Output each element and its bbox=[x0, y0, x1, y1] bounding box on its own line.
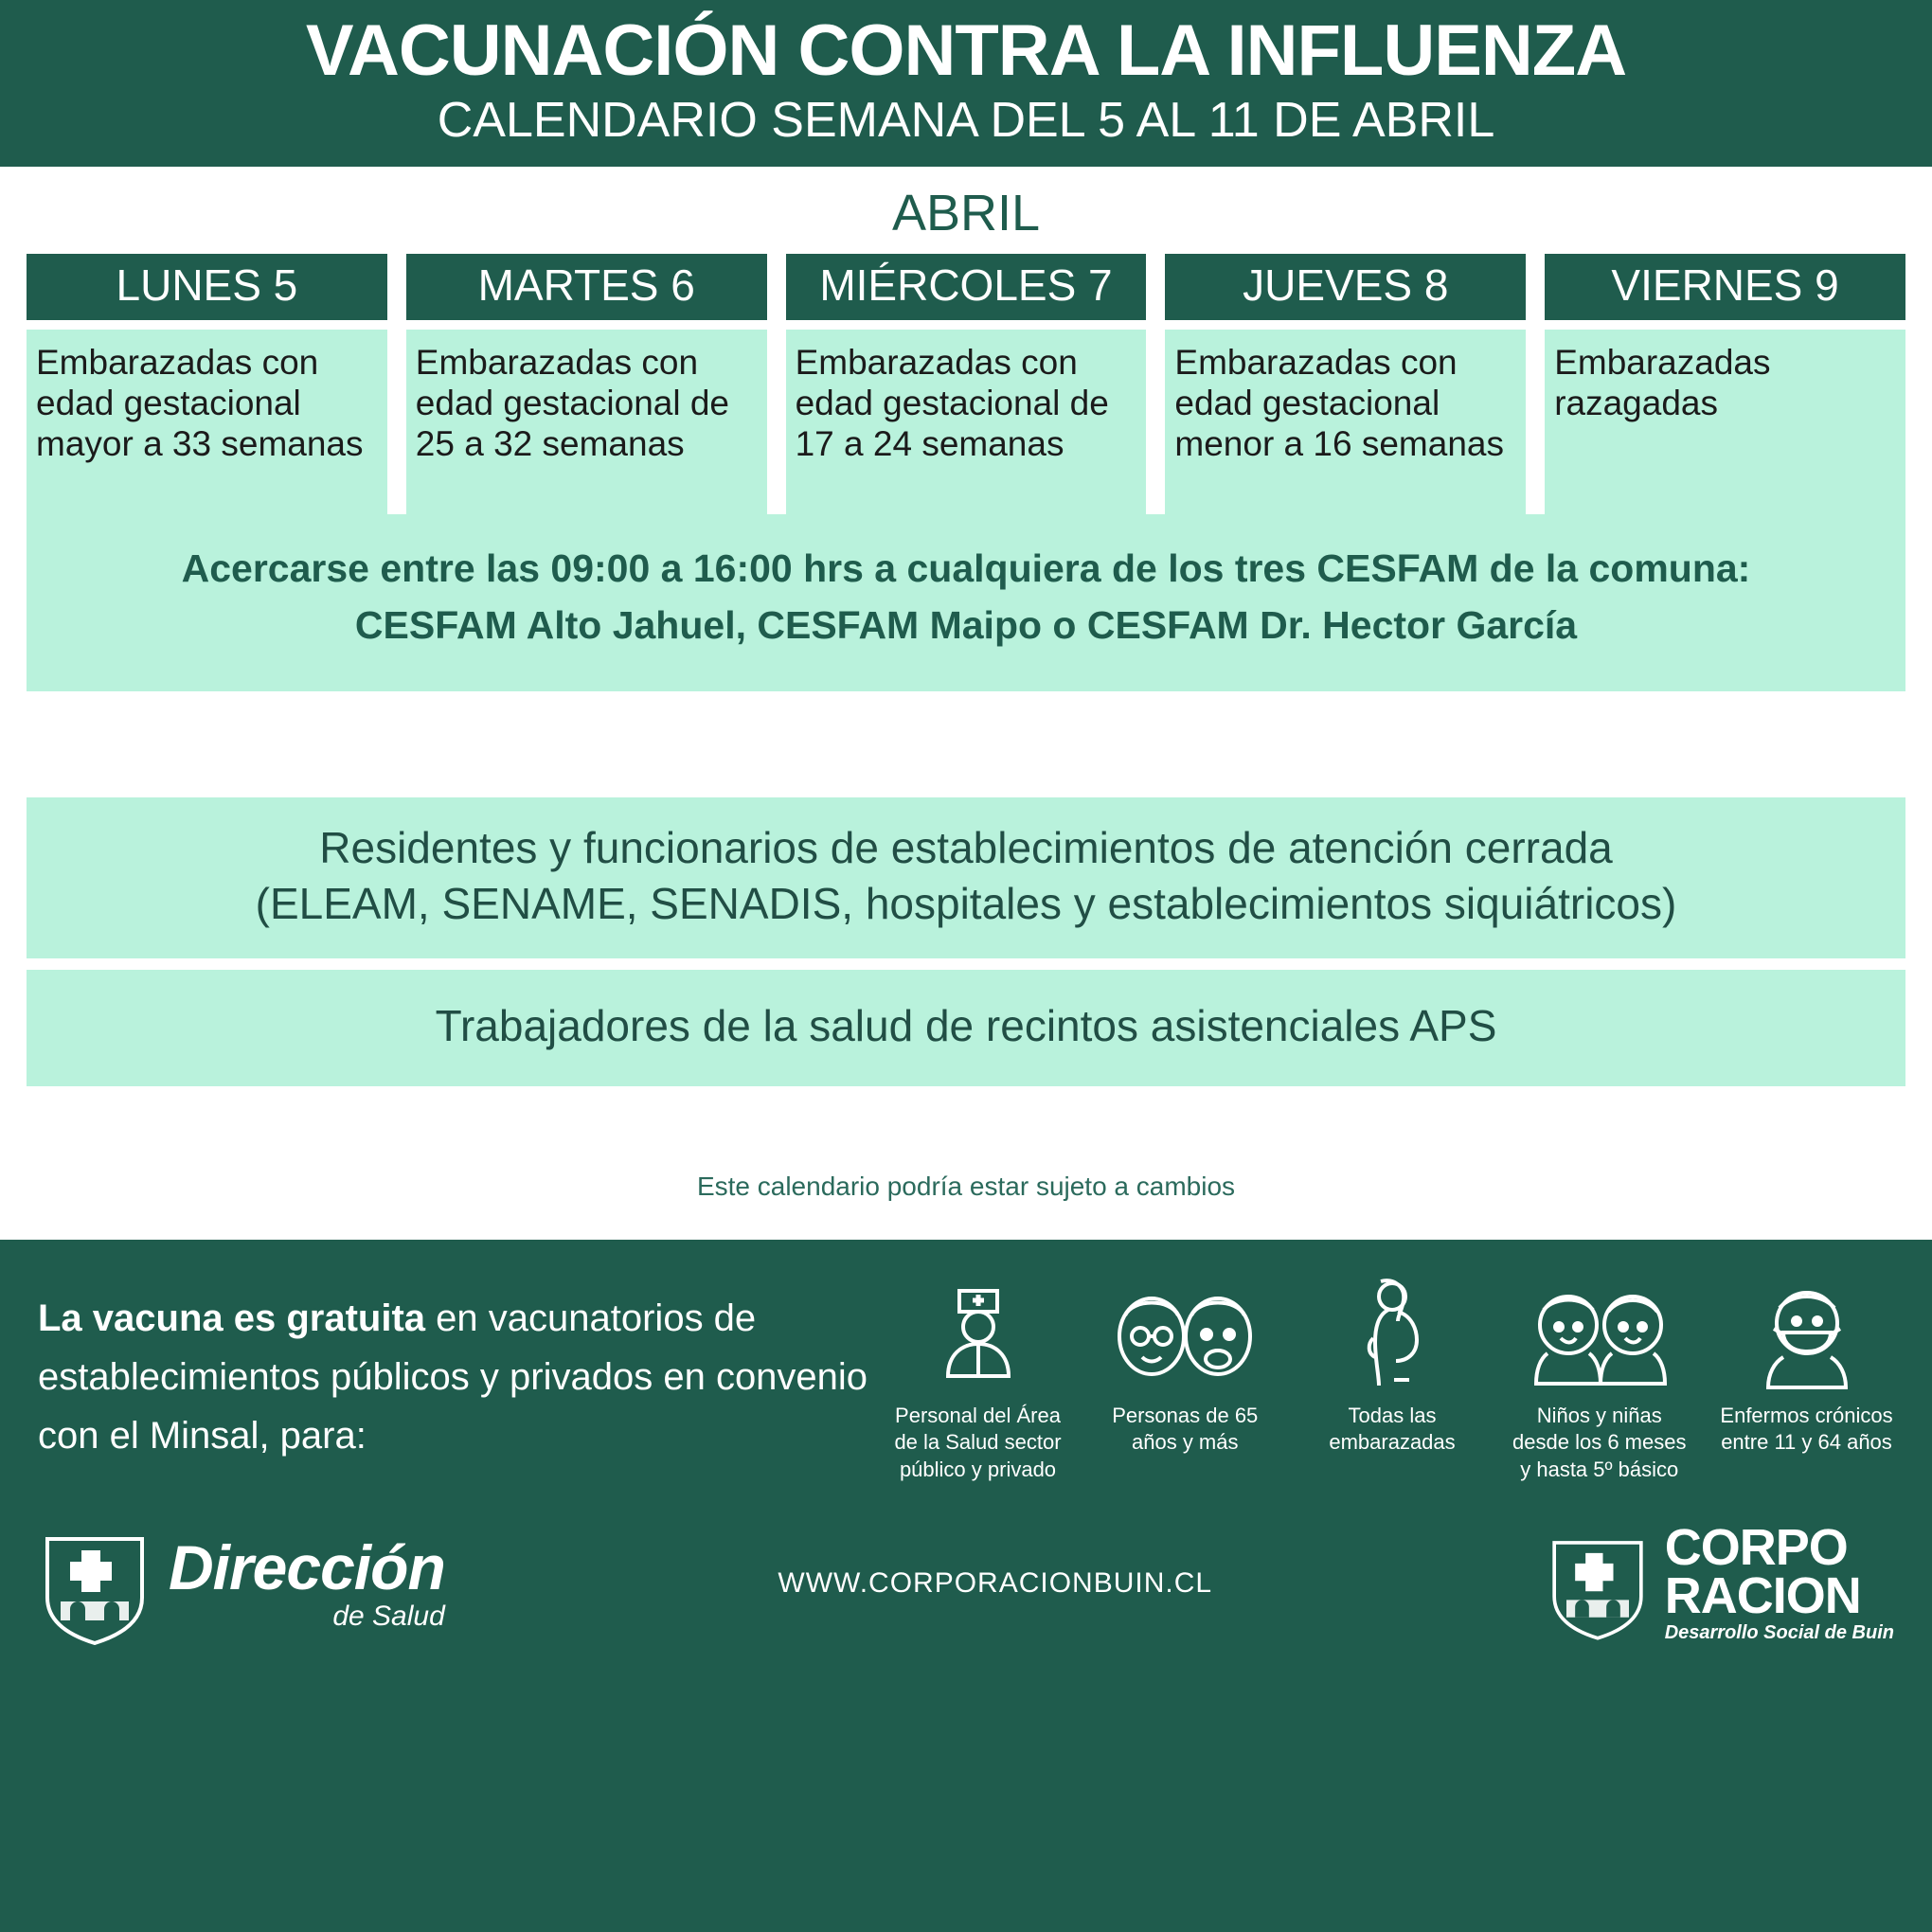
disclaimer-text: Este calendario podría estar sujeto a cambios bbox=[696, 1171, 1236, 1201]
location-hours-note bbox=[27, 514, 1905, 691]
eligibility-item-chronic bbox=[1719, 1272, 1894, 1457]
free-vaccine-statement bbox=[38, 1272, 871, 1465]
note-line-2: CESFAM Alto Jahuel, CESFAM Maipo o CESFAM Dr. Hector García bbox=[354, 602, 1578, 647]
day-content-monday: Embarazadas con edad gestacional mayor a 33 semanas bbox=[27, 330, 387, 514]
chronic-patient-icon bbox=[1719, 1272, 1894, 1391]
day-header-friday: VIERNES 9 bbox=[1545, 254, 1905, 320]
shield-crest-icon bbox=[38, 1522, 152, 1645]
eligibility-item-children bbox=[1512, 1272, 1687, 1484]
elderly-people-icon bbox=[1098, 1272, 1273, 1391]
note-line-1: Acercarse entre las 09:00 a 16:00 hrs a cualquiera de los tres CESFAM de la comuna: bbox=[181, 546, 1751, 591]
calendar-header-row bbox=[27, 254, 1905, 320]
eligibility-item-health-worker bbox=[890, 1272, 1065, 1484]
pregnant-woman-icon bbox=[1305, 1272, 1480, 1391]
brand-left-line-1: Dirección bbox=[169, 1531, 445, 1602]
direccion-de-salud-logo bbox=[38, 1522, 445, 1645]
eligibility-item-pregnant bbox=[1305, 1272, 1480, 1457]
footer-top-row bbox=[38, 1272, 1894, 1484]
eligibility-caption-pregnant: Todas las embarazadas bbox=[1329, 1403, 1456, 1455]
footer-bottom-row bbox=[38, 1518, 1894, 1645]
group-band-closed-care bbox=[27, 797, 1905, 958]
website-url[interactable]: WWW.CORPORACIONBUIN.CL bbox=[778, 1566, 1213, 1599]
brand-right-line-2: RACION bbox=[1664, 1567, 1861, 1625]
poster-subtitle: CALENDARIO SEMANA DEL 5 AL 11 DE ABRIL bbox=[437, 92, 1495, 148]
group-2-line-1: Trabajadores de la salud de recintos asistenciales APS bbox=[435, 1001, 1497, 1051]
corporacion-wordmark bbox=[1664, 1518, 1894, 1644]
brand-left-line-2: de Salud bbox=[332, 1600, 445, 1632]
eligibility-item-elderly bbox=[1098, 1272, 1273, 1457]
health-worker-icon bbox=[890, 1272, 1065, 1391]
direccion-de-salud-wordmark bbox=[169, 1531, 445, 1632]
day-header-monday: LUNES 5 bbox=[27, 254, 387, 320]
free-vaccine-rest: en vacunatorios de establecimientos públicos y privados en convenio con el Minsal, para: bbox=[38, 1297, 868, 1457]
poster-footer bbox=[0, 1240, 1932, 1932]
group-1-line-2: (ELEAM, SENAME, SENADIS, hospitales y establecimientos siquiátricos) bbox=[255, 879, 1677, 929]
day-content-thursday: Embarazadas con edad gestacional menor a 16 semanas bbox=[1165, 330, 1526, 514]
eligibility-caption-children: Niños y niñas desde los 6 meses y hasta 5º básico bbox=[1512, 1403, 1687, 1482]
free-vaccine-bold: La vacuna es gratuita bbox=[38, 1297, 426, 1339]
month-label: ABRIL bbox=[891, 185, 1041, 242]
day-content-friday: Embarazadas razagadas bbox=[1545, 330, 1905, 514]
brand-right-line-3: Desarrollo Social de Buin bbox=[1664, 1622, 1894, 1644]
eligibility-icon-group bbox=[871, 1272, 1894, 1484]
day-content-tuesday: Embarazadas con edad gestacional de 25 a 32 semanas bbox=[406, 330, 767, 514]
shield-crest-icon-right bbox=[1546, 1527, 1650, 1640]
group-1-line-1: Residentes y funcionarios de establecimientos de atención cerrada bbox=[319, 823, 1613, 873]
children-icon bbox=[1512, 1272, 1687, 1391]
poster-header bbox=[0, 0, 1932, 167]
eligibility-caption-elderly: Personas de 65 años y más bbox=[1112, 1403, 1259, 1455]
eligibility-caption-chronic: Enfermos crónicos entre 11 y 64 años bbox=[1720, 1403, 1893, 1455]
eligibility-caption-health-worker: Personal del Área de la Salud sector público y privado bbox=[894, 1403, 1062, 1482]
day-header-wednesday: MIÉRCOLES 7 bbox=[786, 254, 1147, 320]
calendar-grid bbox=[0, 254, 1932, 514]
section-spacer bbox=[0, 691, 1932, 797]
group-band-aps-workers bbox=[27, 970, 1905, 1086]
day-header-thursday: JUEVES 8 bbox=[1165, 254, 1526, 320]
corporacion-logo bbox=[1546, 1518, 1894, 1644]
day-header-tuesday: MARTES 6 bbox=[406, 254, 767, 320]
poster-title: VACUNACIÓN CONTRA LA INFLUENZA bbox=[305, 10, 1627, 91]
calendar-body-row bbox=[27, 330, 1905, 514]
day-content-wednesday: Embarazadas con edad gestacional de 17 a 24 semanas bbox=[786, 330, 1147, 514]
brand-right-line-1: CORPO bbox=[1664, 1518, 1848, 1576]
